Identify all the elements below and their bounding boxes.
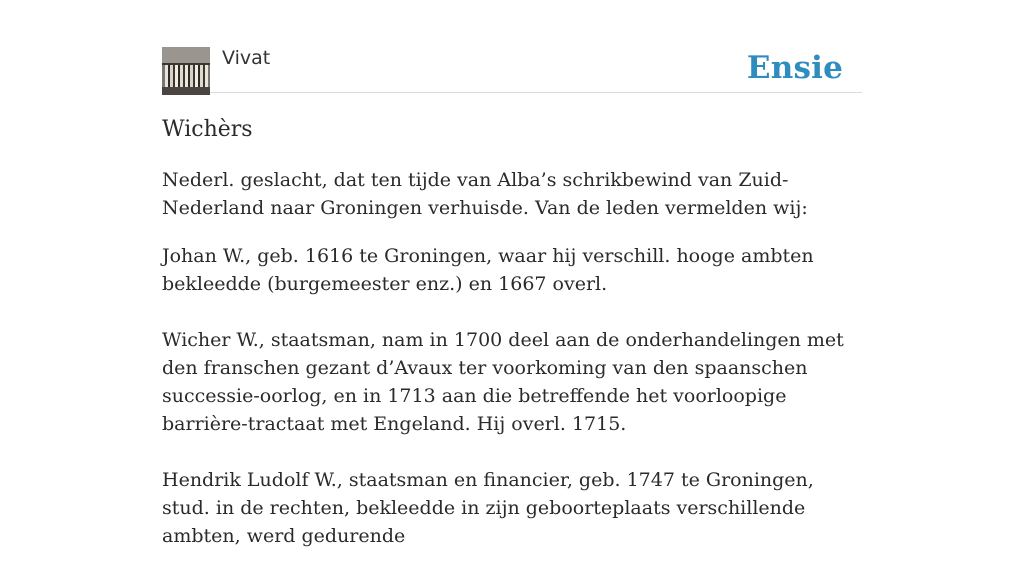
header [162,46,862,93]
source-name[interactable]: Vivat [222,47,271,69]
article-title: Wichèrs [162,117,253,142]
article-entry: Wicher W., staatsman, nam in 1700 deel aan de onderhandelingen met den franschen gezant d’Avaux ter voorkoming van den spaanschen successie-oorlog, en in 1713 aan die betreffende het voorloopige barrière-tractaat met Engeland. Hij overl. 1715. [162,329,844,435]
article-entry: Hendrik Ludolf W., staatsman en financier, geb. 1747 te Groningen, stud. in de rechten, bekleedde in zijn geboorteplaats verschillende ambten, werd gedurende [162,469,814,547]
brand-logo[interactable]: Ensie [746,50,843,86]
bookshelf-avatar-icon[interactable] [162,47,210,95]
article-entry: Johan W., geb. 1616 te Groningen, waar hij verschill. hooge ambten bekleedde (burgemeester enz.) en 1667 overl. [162,245,814,295]
article [162,114,862,570]
article-intro: Nederl. geslacht, dat ten tijde van Alba’s schrikbewind van Zuid-Nederland naar Groningen verhuisde. Van de leden vermelden wij: [162,169,808,219]
